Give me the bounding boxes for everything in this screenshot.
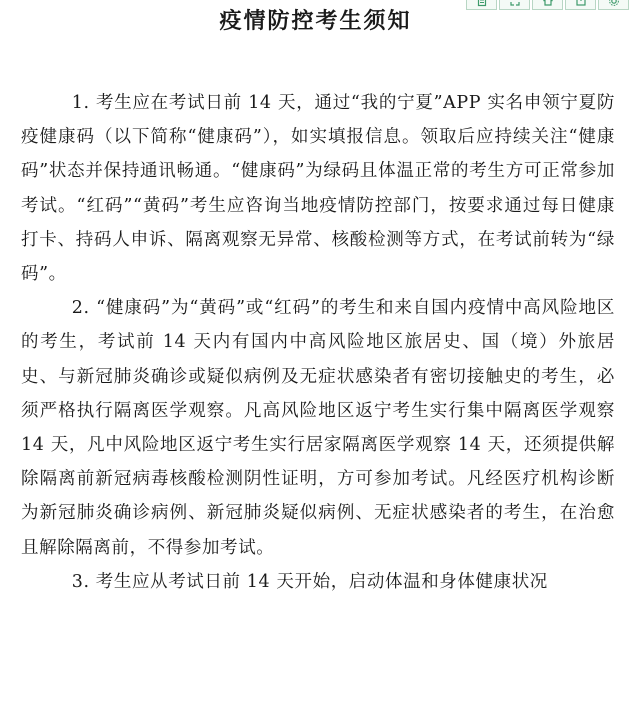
document-title: 疫情防控考生须知 xyxy=(219,8,412,34)
paragraph-2: 2. “健康码”为“黄码”或“红码”的考生和来自国内疫情中高风险地区的考生，考试前 14 天内有国内中高风险地区旅居史、国（境）外旅居史、与新冠肺炎确诊或疑似病例及无症状感染者有密切接触史的考生，必须严格执行隔离医学观察。凡高风险地区返宁考生实行集中隔离医学观察 14 天，凡中风险地区返宁考生实行居家隔离医学观察 14 天，还须提供解除隔离前新冠病毒核酸检测阴性证明，方可参加考试。凡经医疗机构诊断为新冠肺炎确诊病例、新冠肺炎疑似病例、无症状感染者的考生，在治愈且解除隔离前，不得参加考试。 xyxy=(21,298,615,558)
paragraph-1: 1. 考生应在考试日前 14 天，通过“我的宁夏”APP 实名申领宁夏防疫健康码（以下简称“健康码”），如实填报信息。领取后应持续关注“健康码”状态并保持通讯畅通。“健康码”为绿码且体温正常的考生方可正常参加考试。“红码”“黄码”考生应咨询当地疫情防控部门，按要求通过每日健康打卡、持码人申诉、隔离观察无异常、核酸检测等方式，在考试前转为“绿码”。 xyxy=(21,93,615,285)
document-body xyxy=(21,86,615,599)
paragraph-3: 3. 考生应从考试日前 14 天开始，启动体温和身体健康状况 xyxy=(71,571,548,592)
